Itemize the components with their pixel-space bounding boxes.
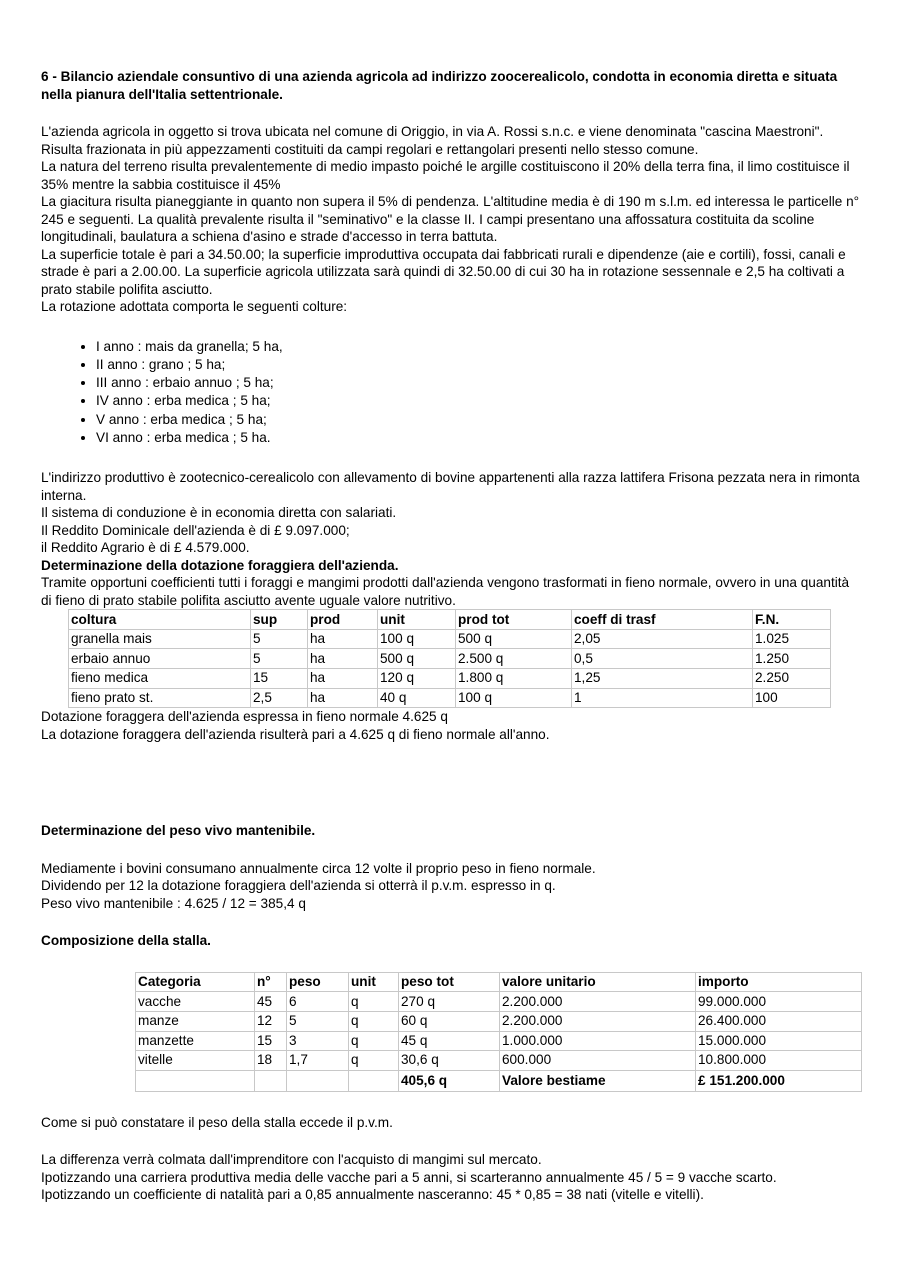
table-cell: 0,5 [572,649,753,669]
table-cell: 26.400.000 [696,1011,862,1031]
table-cell: 5 [251,649,308,669]
table-cell: 1 [572,688,753,708]
column-header: peso tot [399,972,500,992]
production-paragraph: L'indirizzo produttivo è zootecnico-cerealicolo con allevamento di bovine appartenenti alla razza lattifera Frisona pezzata nera in rimonta interna. [41,470,860,503]
table-cell: 100 q [456,688,572,708]
table-cell: 500 q [378,649,456,669]
column-header: importo [696,972,862,992]
table-cell: 1,7 [287,1051,349,1071]
table-cell: 3 [287,1031,349,1051]
table-row [136,1051,862,1071]
table-cell: 2,05 [572,629,753,649]
table-cell: 6 [287,992,349,1012]
stable-heading: Composizione della stalla. [41,933,211,949]
table-row [136,992,862,1012]
intro-paragraph: L'azienda agricola in oggetto si trova ubicata nel comune di Origgio, in via A. Rossi s.n.c. e viene denominata "cascina Maestroni". Risulta frazionata in più appezzamenti costituiti da campi regolari e rettangolari presenti nello stesso comune. [41,124,824,157]
table-total-row [136,1070,862,1091]
table-cell: 2.250 [753,669,831,689]
soil-paragraph: La natura del terreno risulta prevalentemente di medio impasto poiché le argille costituiscono il 20% della terra fina, il limo costituisce il 35% mentre la sabbia costituisce il 45% [41,159,850,192]
table-cell: 270 q [399,992,500,1012]
table-cell: q [349,1051,399,1071]
table-cell: 99.000.000 [696,992,862,1012]
column-header: coltura [69,610,251,630]
table-cell: fieno prato st. [69,688,251,708]
table-cell: q [349,1011,399,1031]
stable-comment: Come si può constatare il peso della stalla eccede il p.v.m. [41,1114,393,1130]
table-cell: 2.200.000 [500,992,696,1012]
stable-table [135,972,862,1092]
table-cell: 12 [255,1011,287,1031]
weight-heading: Determinazione del peso vivo mantenibile. [41,823,316,839]
reddito-dominicale-line: Il Reddito Dominicale dell'azienda è di £ 9.097.000; [41,522,350,538]
table-cell: 15 [255,1031,287,1051]
rotation-intro: La rotazione adottata comporta le seguenti colture: [41,299,348,314]
table-cell: 1,25 [572,669,753,689]
table-cell: 500 q [456,629,572,649]
column-header: n° [255,972,287,992]
table-cell: 1.800 q [456,669,572,689]
table-cell: vacche [136,992,255,1012]
table-row [69,669,831,689]
table-cell: 1.250 [753,649,831,669]
weight-result-line: Peso vivo mantenibile : 4.625 / 12 = 385,4 q [41,895,306,911]
table-cell: 120 q [378,669,456,689]
table-cell: ha [308,649,378,669]
table-cell: 10.800.000 [696,1051,862,1071]
list-item: • VI anno : erba medica ; 5 ha. [96,429,861,447]
table-cell: 30,6 q [399,1051,500,1071]
table-cell: q [349,1031,399,1051]
column-header: unit [349,972,399,992]
column-header: unit [378,610,456,630]
table-cell [349,1070,399,1091]
weight-line: Mediamente i bovini consumano annualmente circa 12 volte il proprio peso in fieno normale. [41,860,596,876]
table-cell: 45 q [399,1031,500,1051]
table-cell: 60 q [399,1011,500,1031]
table-header-row [69,610,831,630]
table-cell [287,1070,349,1091]
table-row [136,1031,862,1051]
column-header: peso [287,972,349,992]
table-cell: 2.200.000 [500,1011,696,1031]
list-item: • II anno : grano ; 5 ha; [96,356,861,374]
table-row [69,688,831,708]
list-item: • I anno : mais da granella; 5 ha, [96,338,861,356]
list-item: • III anno : erbaio annuo ; 5 ha; [96,374,861,392]
table-cell: ha [308,669,378,689]
table-row [69,649,831,669]
stable-line: Ipotizzando un coefficiente di natalità pari a 0,85 annualmente nasceranno: 45 * 0,85 = 38 nati (vitelle e vitelli). [41,1187,704,1203]
column-header: sup [251,610,308,630]
column-header: valore unitario [500,972,696,992]
column-header: prod [308,610,378,630]
document-page [41,68,861,1204]
table-cell: granella mais [69,629,251,649]
reddito-agrario-line: il Reddito Agrario è di £ 4.579.000. [41,540,250,556]
list-item: • V anno : erba medica ; 5 ha; [96,411,861,429]
total-value-cell: £ 151.200.000 [696,1070,862,1091]
surface-paragraph: La superficie totale è pari a 34.50.00; la superficie improduttiva occupata dai fabbricati rurali e dipendenze (aie e cortili), fossi, canali e strade è pari a 2.00.00. La superficie agricola utilizzata sarà quindi di 32.50.00 di cui 30 ha in rotazione sessennale e 2,5 ha coltivati a prato stabile polifita asciutto. [41,246,846,297]
forage-heading: Determinazione della dotazione foraggiera dell'azienda. [41,557,399,573]
document-title: 6 - Bilancio aziendale consuntivo di una azienda agricola ad indirizzo zoocerealicolo, condotta in economia diretta e situata nella pianura dell'Italia settentrionale. [41,69,838,102]
management-line: Il sistema di conduzione è in economia diretta con salariati. [41,505,397,521]
table-cell: vitelle [136,1051,255,1071]
table-cell: 2.500 q [456,649,572,669]
weight-line: Dividendo per 12 la dotazione foraggiera dell'azienda si otterrà il p.v.m. espresso in q. [41,878,556,894]
table-row [69,629,831,649]
table-cell: 1.025 [753,629,831,649]
forage-text: Tramite opportuni coefficienti tutti i foraggi e mangimi prodotti dall'azienda vengono trasformati in fieno normale, ovvero in una quantità di fieno di prato stabile polifita asciutto avente uguale valore nutritivo. [41,575,850,608]
table-cell: 5 [251,629,308,649]
table-cell: 1.000.000 [500,1031,696,1051]
table-cell: 5 [287,1011,349,1031]
table-cell: fieno medica [69,669,251,689]
table-cell: ha [308,629,378,649]
table-cell: 40 q [378,688,456,708]
list-item: • IV anno : erba medica ; 5 ha; [96,392,861,410]
stable-line: La differenza verrà colmata dall'imprenditore con l'acquisto di mangimi sul mercato. [41,1152,542,1168]
column-header: prod tot [456,610,572,630]
table-cell: 600.000 [500,1051,696,1071]
table-row [136,1011,862,1031]
forage-result-line: La dotazione foraggera dell'azienda risulterà pari a 4.625 q di fieno normale all'anno. [41,726,550,742]
stable-line: Ipotizzando una carriera produttiva media delle vacche pari a 5 anni, si scarteranno annualmente 45 / 5 = 9 vacche scarto. [41,1169,777,1185]
table-cell [136,1070,255,1091]
table-cell: 45 [255,992,287,1012]
table-cell: manze [136,1011,255,1031]
column-header: F.N. [753,610,831,630]
table-cell: ha [308,688,378,708]
table-cell: q [349,992,399,1012]
rotation-list [41,338,861,448]
table-cell: erbaio annuo [69,649,251,669]
table-cell [255,1070,287,1091]
column-header: Categoria [136,972,255,992]
table-cell: 100 q [378,629,456,649]
table-header-row [136,972,862,992]
table-cell: manzette [136,1031,255,1051]
forage-table [68,609,831,708]
table-cell: 15 [251,669,308,689]
column-header: coeff di trasf [572,610,753,630]
total-label-cell: Valore bestiame [500,1070,696,1091]
table-cell: 100 [753,688,831,708]
table-cell: 2,5 [251,688,308,708]
table-cell: 15.000.000 [696,1031,862,1051]
total-weight-cell: 405,6 q [399,1070,500,1091]
forage-total-line: Dotazione foraggera dell'azienda espressa in fieno normale 4.625 q [41,709,448,725]
terrain-paragraph: La giacitura risulta pianeggiante in quanto non supera il 5% di pendenza. L'altitudine media è di 190 m s.l.m. ed interessa le particelle n° 245 e seguenti. La qualità prevalente risulta il "seminativo" e la classe II. I campi presentano una affossatura costituita da scoline longitudinali, baulatura a schiena d'asino e strade d'accesso in terra battuta. [41,194,860,244]
table-cell: 18 [255,1051,287,1071]
